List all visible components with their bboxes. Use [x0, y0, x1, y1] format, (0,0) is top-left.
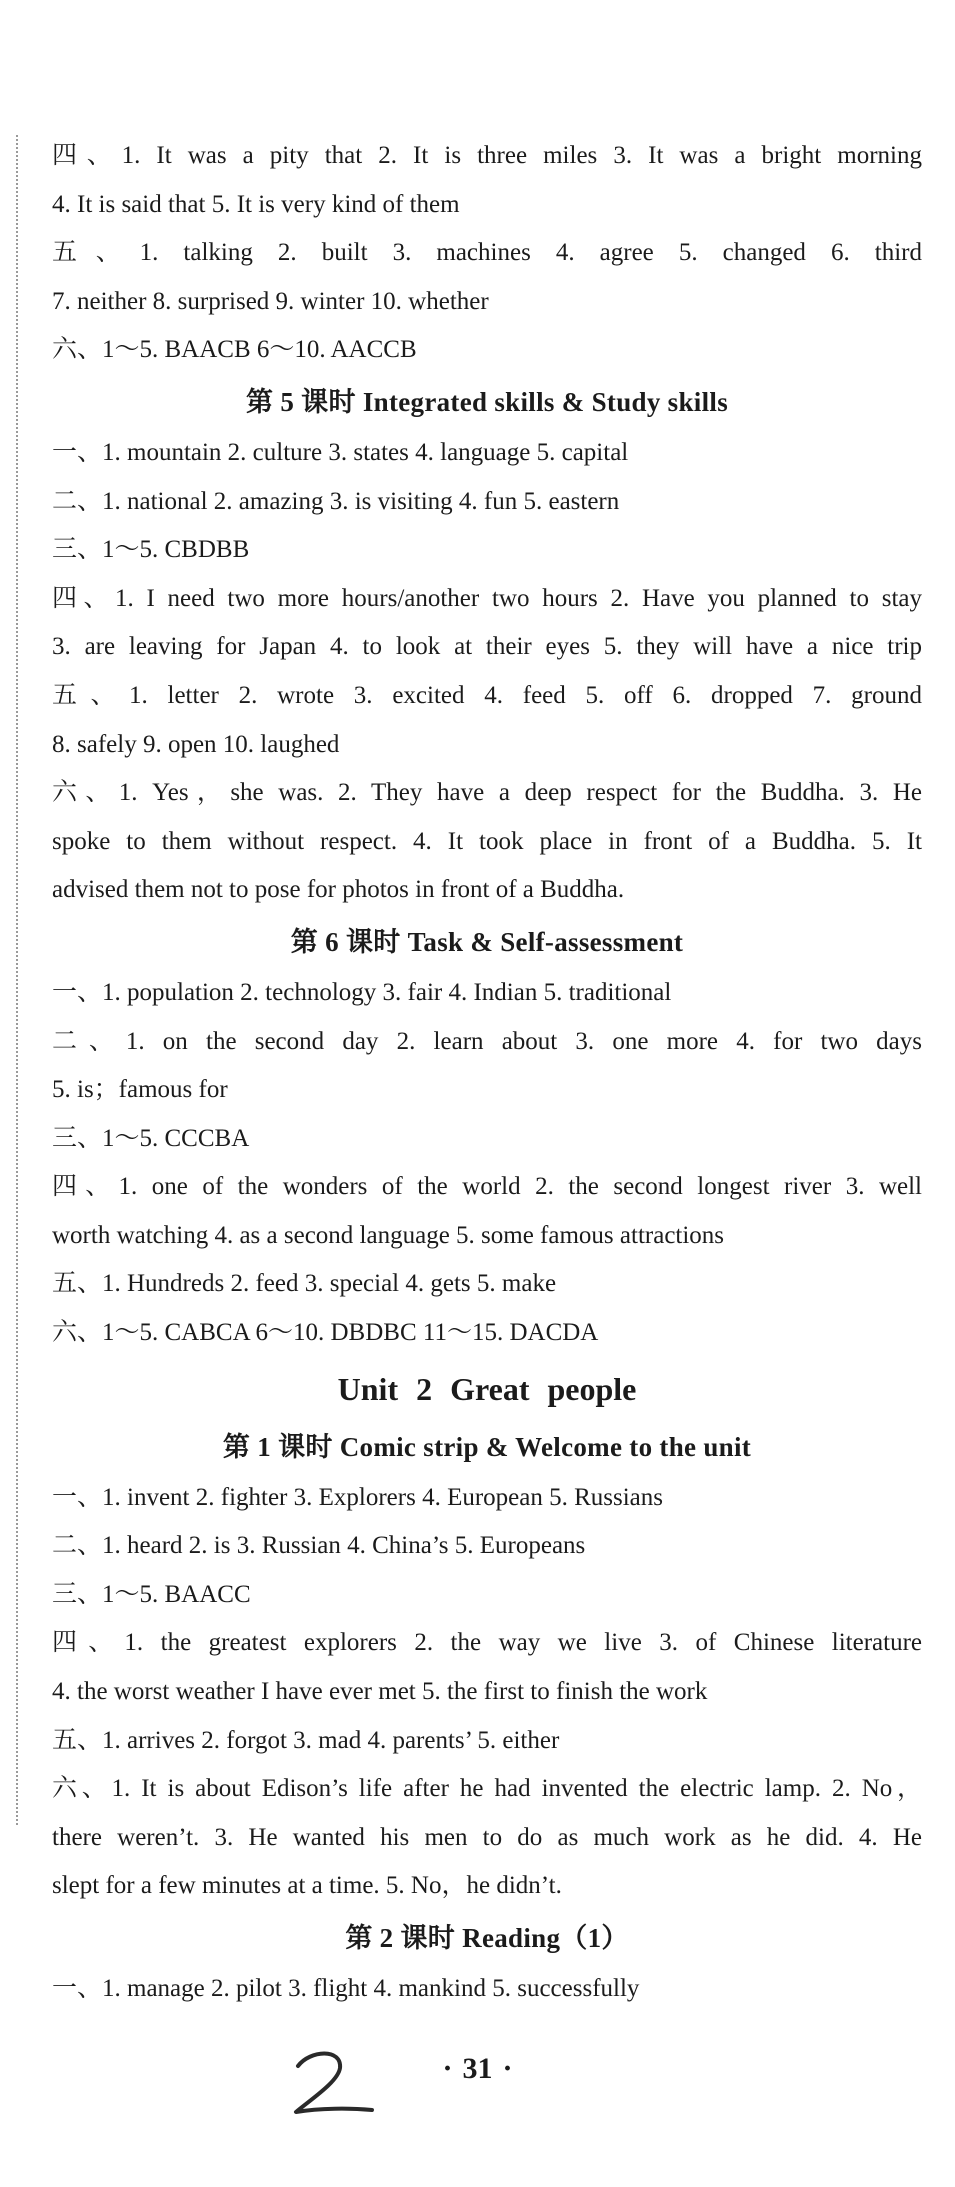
unit-title: Unit 2 Great people [337, 1370, 637, 1407]
lesson-heading: 第 1 课时 Comic strip & Welcome to the unit [222, 1431, 752, 1462]
answer-line: 六、1～5. CABCA 6～10. DBDBC 11～15. DACDA [52, 1319, 599, 1347]
answer-line: 六、1. Yes，she was. 2. They have a deep respect for the Buddha. 3. He [52, 779, 922, 807]
answer-line: 五、1. Hundreds 2. feed 3. special 4. gets 5. make [52, 1270, 557, 1298]
answer-line: 六、1～5. BAACB 6～10. AACCB [52, 336, 417, 364]
answer-line: 一、1. manage 2. pilot 3. flight 4. mankind 5. successfully [52, 1975, 640, 2002]
page-number-dot-left: · [442, 2052, 453, 2085]
answer-line: 一、1. invent 2. fighter 3. Explorers 4. European 5. Russians [52, 1483, 664, 1511]
page-number [0, 2052, 955, 2086]
lesson-heading: 第 6 课时 Task & Self-assessment [290, 926, 684, 957]
answer-line: 3. are leaving for Japan 4. to look at their eyes 5. they will have a nice trip [52, 633, 922, 661]
answer-line: 一、1. population 2. technology 3. fair 4. Indian 5. traditional [52, 978, 672, 1006]
answer-line: 5. is；famous for [52, 1076, 228, 1104]
page-number-value: 31 [462, 2052, 493, 2085]
answer-line: 二、1. on the second day 2. learn about 3. one more 4. for two days [52, 1027, 922, 1055]
answer-line: 三、1～5. CCCBA [52, 1124, 250, 1152]
answer-line: 四、1. I need two more hours/another two hours 2. Have you planned to stay [52, 584, 922, 612]
answer-line: 四、1. one of the wonders of the world 2. the second longest river 3. well [52, 1173, 922, 1201]
answer-line: 五、1. arrives 2. forgot 3. mad 4. parents’ 5. either [52, 1726, 560, 1754]
answer-line: 二、1. national 2. amazing 3. is visiting 4. fun 5. eastern [52, 487, 620, 515]
answer-line: 二、1. heard 2. is 3. Russian 4. China’s 5. Europeans [52, 1532, 586, 1560]
answer-line: 四、1. It was a pity that 2. It is three miles 3. It was a bright morning [52, 142, 922, 169]
answer-line: 8. safely 9. open 10. laughed [52, 730, 340, 758]
answer-line: worth watching 4. as a second language 5. some famous attractions [52, 1221, 725, 1249]
answer-line: spoke to them without respect. 4. It took place in front of a Buddha. 5. It [52, 827, 922, 855]
answer-line: slept for a few minutes at a time. 5. No，he didn’t. [52, 1872, 562, 1900]
answer-line: 一、1. mountain 2. culture 3. states 4. language 5. capital [52, 438, 629, 466]
answer-line: 六、1. It is about Edison’s life after he had invented the electric lamp. 2. No， [52, 1775, 922, 1803]
dotted-margin-border [16, 135, 18, 1825]
answer-line: 4. It is said that 5. It is very kind of them [52, 190, 460, 218]
lesson-heading: 第 2 课时 Reading（1） [345, 1923, 629, 1953]
answer-line: 五、1. talking 2. built 3. machines 4. agree 5. changed 6. third [52, 239, 922, 267]
answer-line: 7. neither 8. surprised 9. winter 10. whether [52, 287, 489, 315]
answer-line: 三、1～5. CBDBB [52, 536, 250, 564]
answer-line: 4. the worst weather I have ever met 5. the first to finish the work [52, 1678, 708, 1706]
page-number-dot-right: · [502, 2052, 513, 2085]
answer-line: 五、1. letter 2. wrote 3. excited 4. feed 5. off 6. dropped 7. ground [52, 681, 922, 709]
answer-line: 四、1. the greatest explorers 2. the way we live 3. of Chinese literature [52, 1629, 922, 1657]
handwritten-mark [290, 2048, 380, 2118]
lesson-heading: 第 5 课时 Integrated skills & Study skills [245, 386, 729, 417]
answer-key-content [52, 132, 922, 2014]
answer-line: there weren’t. 3. He wanted his men to do as much work as he did. 4. He [52, 1823, 922, 1851]
answer-line: 三、1～5. BAACC [52, 1580, 251, 1608]
answer-line: advised them not to pose for photos in front of a Buddha. [52, 876, 625, 904]
